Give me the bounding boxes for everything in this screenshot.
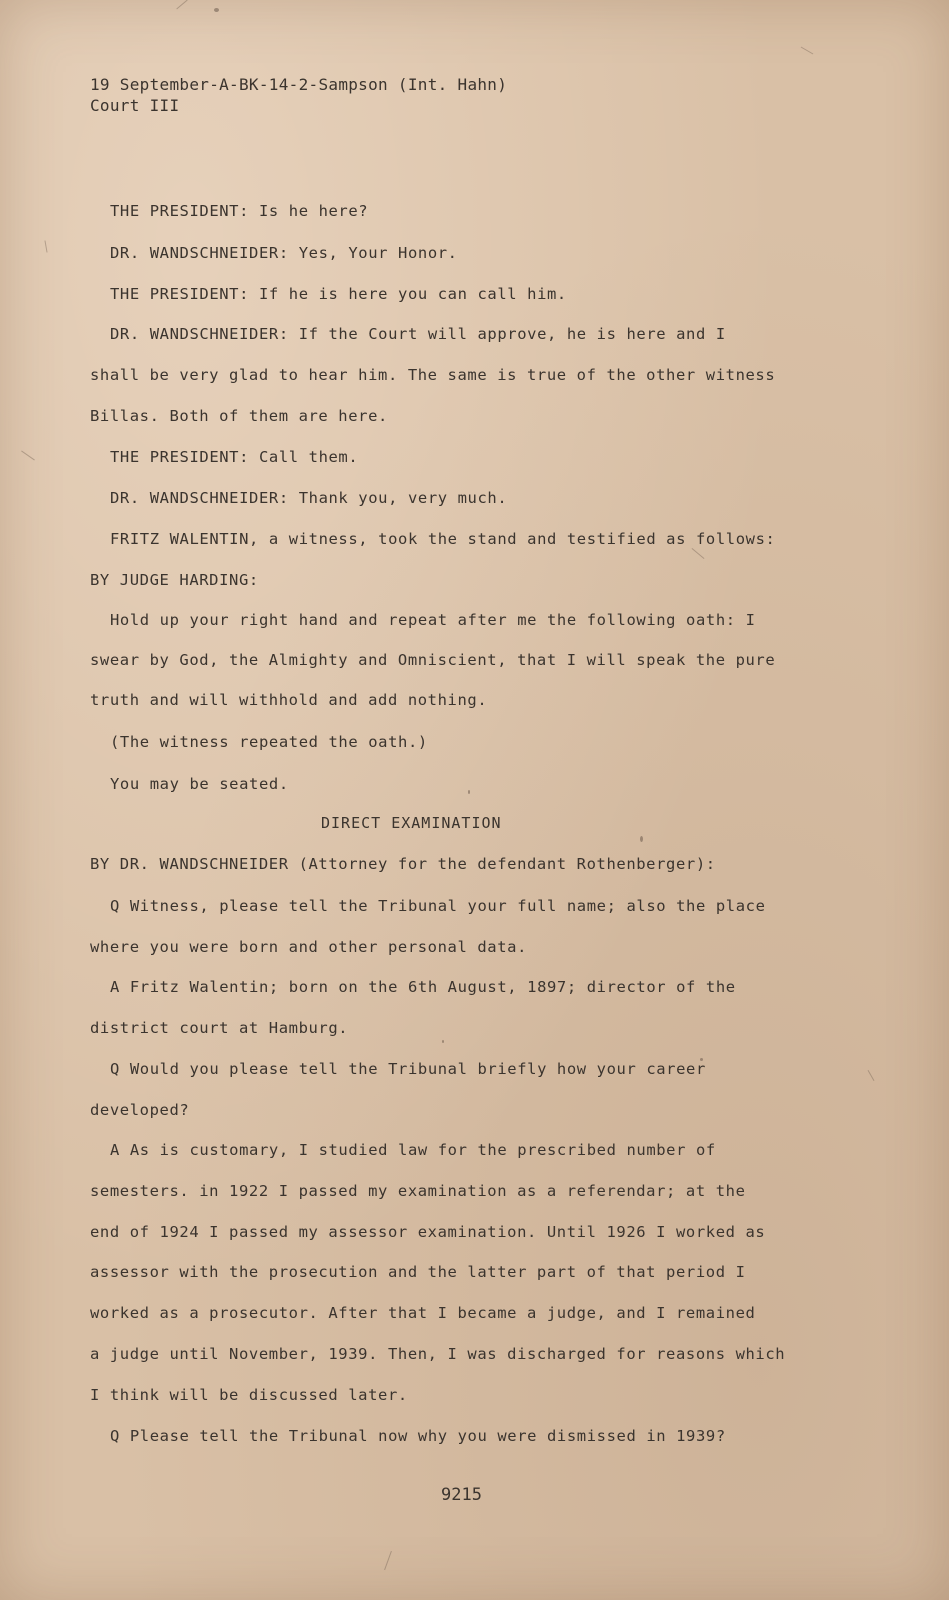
paper-fiber bbox=[176, 0, 187, 9]
transcript-line: where you were born and other personal data. bbox=[90, 938, 527, 956]
transcript-line: swear by God, the Almighty and Omniscient, that I will speak the pure bbox=[90, 651, 776, 669]
transcript-line: A Fritz Walentin; born on the 6th August, 1897; director of the bbox=[110, 978, 736, 996]
transcript-line: THE PRESIDENT: If he is here you can call him. bbox=[110, 285, 567, 303]
page-number: 9215 bbox=[441, 1485, 482, 1505]
paper-fiber bbox=[868, 1070, 875, 1081]
transcript-line: You may be seated. bbox=[110, 775, 289, 793]
transcript-line: semesters. in 1922 I passed my examination as a referendar; at the bbox=[90, 1182, 746, 1200]
paper-speck bbox=[468, 790, 470, 794]
transcript-line: Hold up your right hand and repeat after me the following oath: I bbox=[110, 611, 756, 629]
transcript-line: BY DR. WANDSCHNEIDER (Attorney for the defendant Rothenberger): bbox=[90, 855, 716, 873]
transcript-line: THE PRESIDENT: Is he here? bbox=[110, 202, 369, 220]
transcript-line: (The witness repeated the oath.) bbox=[110, 733, 428, 751]
transcript-line: district court at Hamburg. bbox=[90, 1019, 349, 1037]
document-header bbox=[90, 74, 507, 116]
section-heading: DIRECT EXAMINATION bbox=[321, 814, 502, 832]
paper-fiber bbox=[384, 1551, 392, 1570]
header-line-2: Court III bbox=[90, 96, 180, 115]
paper-fiber bbox=[21, 451, 35, 461]
transcript-line: worked as a prosecutor. After that I became a judge, and I remained bbox=[90, 1304, 756, 1322]
paper-fiber bbox=[44, 241, 47, 253]
transcript-line: developed? bbox=[90, 1101, 190, 1119]
transcript-line: DR. WANDSCHNEIDER: If the Court will approve, he is here and I bbox=[110, 325, 726, 343]
header-line-1: 19 September-A-BK-14-2-Sampson (Int. Hahn) bbox=[90, 75, 508, 94]
paper-speck bbox=[442, 1040, 444, 1043]
transcript-line: I think will be discussed later. bbox=[90, 1386, 408, 1404]
transcript-line: shall be very glad to hear him. The same is true of the other witness bbox=[90, 366, 776, 384]
transcript-line: FRITZ WALENTIN, a witness, took the stand and testified as follows: bbox=[110, 530, 776, 548]
transcript-line: A As is customary, I studied law for the prescribed number of bbox=[110, 1141, 716, 1159]
paper-fiber bbox=[692, 548, 705, 559]
transcript-line: Q Please tell the Tribunal now why you were dismissed in 1939? bbox=[110, 1427, 726, 1445]
paper-speck bbox=[640, 836, 643, 842]
transcript-line: assessor with the prosecution and the latter part of that period I bbox=[90, 1263, 746, 1281]
transcript-line: DR. WANDSCHNEIDER: Thank you, very much. bbox=[110, 489, 508, 507]
paper-fiber bbox=[801, 47, 814, 55]
transcript-line: THE PRESIDENT: Call them. bbox=[110, 448, 359, 466]
transcript-line: a judge until November, 1939. Then, I was discharged for reasons which bbox=[90, 1345, 786, 1363]
transcript-line: BY JUDGE HARDING: bbox=[90, 571, 259, 589]
transcript-line: Billas. Both of them are here. bbox=[90, 407, 388, 425]
paper-speck bbox=[214, 8, 219, 12]
transcript-line: Q Would you please tell the Tribunal briefly how your career bbox=[110, 1060, 706, 1078]
transcript-line: truth and will withhold and add nothing. bbox=[90, 691, 488, 709]
transcript-line: end of 1924 I passed my assessor examination. Until 1926 I worked as bbox=[90, 1223, 766, 1241]
transcript-line: DR. WANDSCHNEIDER: Yes, Your Honor. bbox=[110, 244, 458, 262]
transcript-line: Q Witness, please tell the Tribunal your full name; also the place bbox=[110, 897, 766, 915]
